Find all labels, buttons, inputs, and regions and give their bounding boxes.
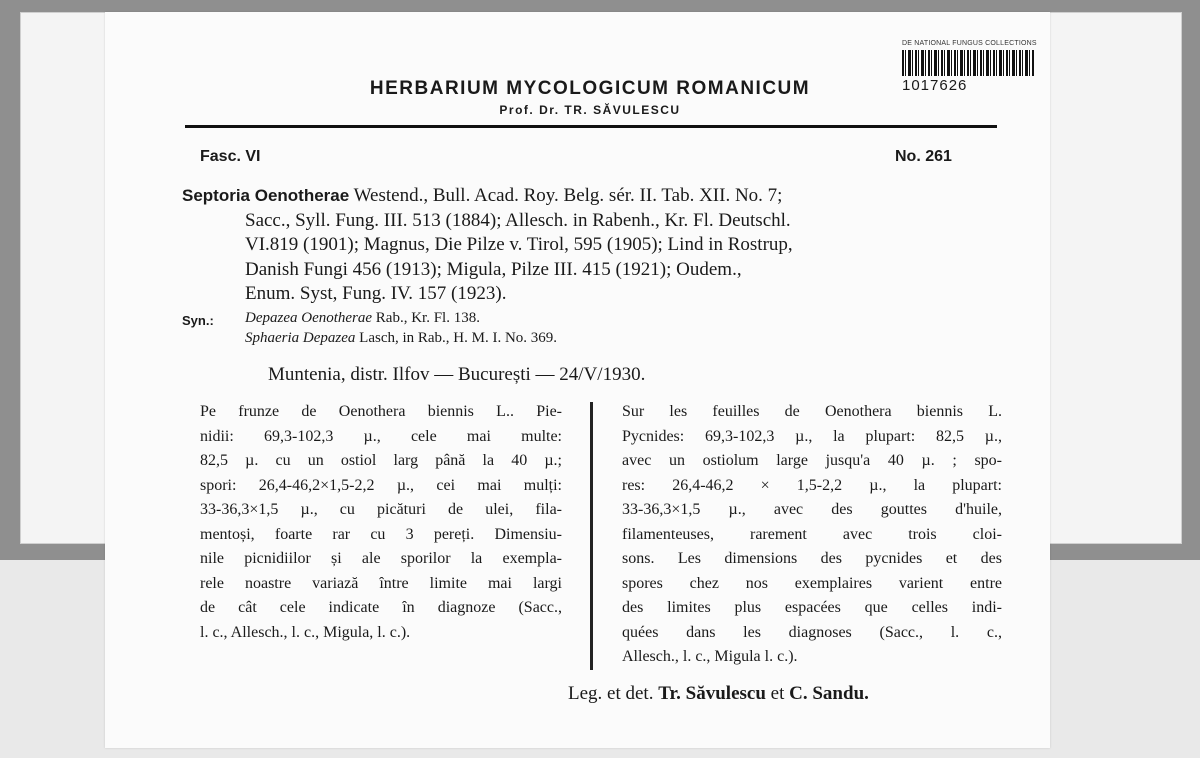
description-line: Sur les feuilles de Oenothera biennis L. bbox=[622, 403, 1002, 420]
header-rule bbox=[185, 125, 997, 128]
synonym-name: Depazea Oenotherae bbox=[245, 310, 373, 326]
description-line: quées dans les diagnoses (Sacc., l. c., bbox=[622, 623, 1002, 641]
collection-locality: Muntenia, distr. Ilfov — București — 24/V/1930. bbox=[268, 364, 646, 385]
description-line: des limites plus espacées que celles indi- bbox=[622, 599, 1002, 616]
description-line: filamenteuses, rarement avec trois cloi- bbox=[622, 525, 1002, 543]
description-line: spori: 26,4-46,2×1,5-2,2 µ., cei mai mulți: bbox=[200, 476, 562, 494]
herbarium-title: HERBARIUM MYCOLOGICUM ROMANICUM bbox=[369, 78, 811, 99]
column-divider bbox=[590, 402, 593, 670]
description-line: nidii: 69,3-102,3 µ., cele mai multe: bbox=[200, 427, 562, 445]
description-line: nile picnidiilor și ale sporilor la exempla- bbox=[200, 550, 562, 567]
citation-text: Westend., Bull. Acad. Roy. Belg. sér. II. Tab. XII. No. 7; bbox=[353, 185, 783, 206]
specimen-number: No. 261 bbox=[895, 148, 952, 165]
description-line: de cât cele indicate în diagnoze (Sacc., bbox=[200, 599, 562, 616]
description-line: mentoși, foarte rar cu 3 pereți. Dimensiu- bbox=[200, 525, 562, 543]
description-line: Pycnides: 69,3-102,3 µ., la plupart: 82,5 µ., bbox=[622, 427, 1002, 445]
citation-line bbox=[182, 184, 1002, 209]
description-line: spores chez nos exemplaires varient entre bbox=[622, 574, 1002, 592]
description-line: 33-36,3×1,5 µ., cu picături de ulei, fila- bbox=[200, 501, 562, 518]
citation-line: Danish Fungi 456 (1913); Migula, Pilze III. 415 (1921); Oudem., bbox=[245, 258, 742, 280]
synonym-name: Sphaeria Depazea bbox=[245, 330, 356, 346]
description-line: avec un ostiolum large jusqu'a 40 µ. ; spo- bbox=[622, 452, 1002, 469]
collector-prefix: Leg. et det. bbox=[568, 683, 654, 704]
barcode-icon bbox=[902, 50, 1034, 76]
description-line: 33-36,3×1,5 µ., avec des gouttes d'huile, bbox=[622, 501, 1002, 518]
synonym-reference: Rab., Kr. Fl. 138. bbox=[375, 310, 480, 326]
description-line: 82,5 µ. cu un ostiol larg până la 40 µ.; bbox=[200, 452, 562, 469]
description-line: Pe frunze de Oenothera biennis L.. Pie- bbox=[200, 403, 562, 420]
synonym-line bbox=[245, 330, 557, 347]
barcode-block bbox=[902, 40, 1042, 106]
synonym-line bbox=[245, 310, 480, 327]
description-romanian bbox=[200, 400, 562, 645]
description-line: Allesch., l. c., Migula l. c.). bbox=[622, 648, 798, 665]
synonym-reference: Lasch, in Rab., H. M. I. No. 369. bbox=[359, 330, 558, 346]
description-french bbox=[622, 400, 1002, 670]
description-line: l. c., Allesch., l. c., Migula, l. c.). bbox=[200, 623, 411, 641]
description-line: rele noastre variază între limite mai largi bbox=[200, 574, 562, 592]
barcode-number: 1017626 bbox=[902, 77, 968, 94]
collector-conjunction: et bbox=[770, 683, 785, 704]
description-line: sons. Les dimensions des pycnides et des bbox=[622, 550, 1002, 567]
fascicle-label: Fasc. VI bbox=[200, 148, 261, 165]
citation-line: Enum. Syst, Fung. IV. 157 (1923). bbox=[245, 283, 507, 304]
collector-name: C. Sandu. bbox=[789, 683, 869, 704]
citation-line: VI.819 (1901); Magnus, Die Pilze v. Tirol, 595 (1905); Lind in Rostrup, bbox=[245, 234, 793, 255]
description-line: res: 26,4-46,2 × 1,5-2,2 µ., la plupart: bbox=[622, 476, 1002, 494]
species-name: Septoria Oenotherae bbox=[182, 186, 350, 205]
species-citation bbox=[182, 184, 1002, 307]
citation-line: Sacc., Syll. Fung. III. 513 (1884); Allesch. in Rabenh., Kr. Fl. Deutschl. bbox=[245, 209, 791, 231]
barcode-caption: DE NATIONAL FUNGUS COLLECTIONS bbox=[902, 40, 1037, 47]
collector-line bbox=[568, 683, 869, 705]
herbarium-subtitle: Prof. Dr. TR. SĂVULESCU bbox=[499, 103, 681, 117]
synonyms-label: Syn.: bbox=[182, 313, 214, 328]
collector-name: Tr. Săvulescu bbox=[658, 683, 766, 704]
